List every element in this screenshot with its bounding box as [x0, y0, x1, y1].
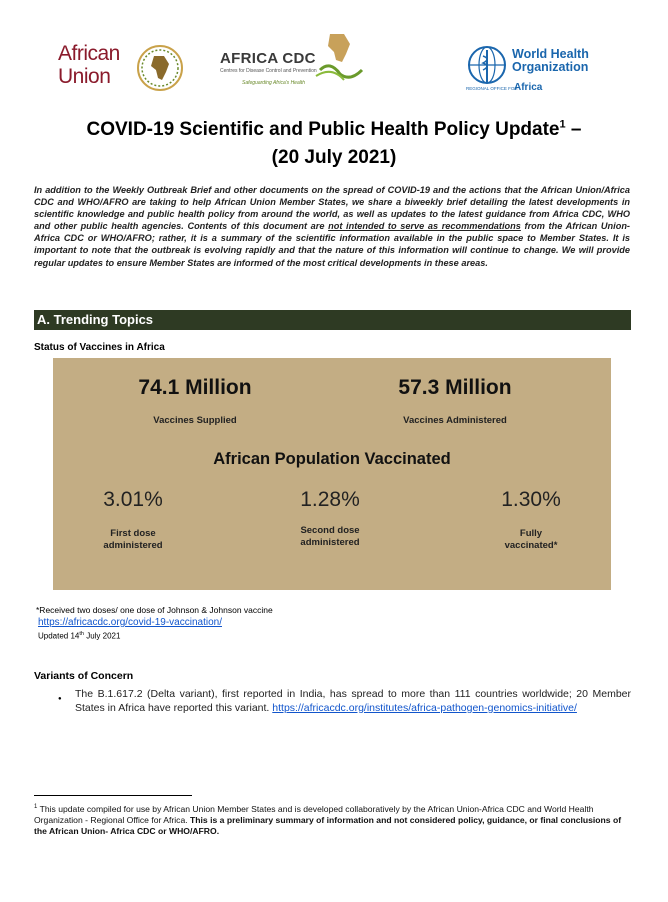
- fully-vaccinated-label-text: Fully vaccinated*: [504, 528, 558, 551]
- fully-vaccinated-value: 1.30%: [501, 488, 561, 511]
- who-emblem-icon: [466, 44, 508, 86]
- intro-underlined-text: not intended to serve as recommendations: [328, 221, 521, 232]
- africa-cdc-wordmark: AFRICA CDC: [220, 50, 316, 67]
- who-logo: [466, 44, 606, 96]
- footnote-reference[interactable]: 1: [559, 118, 566, 131]
- vaccines-supplied-label: Vaccines Supplied: [153, 415, 237, 426]
- vaccine-status-card: [53, 358, 611, 590]
- who-wordmark: World Health Organization: [512, 47, 589, 74]
- title-main: COVID-19 Scientific and Public Health Policy Update: [86, 119, 560, 140]
- variant-bullet-item: [75, 688, 631, 715]
- second-dose-value: 1.28%: [300, 488, 360, 511]
- africa-cdc-tagline: Safeguarding Africa's Health: [242, 80, 306, 86]
- title-line-1: [20, 116, 648, 144]
- who-region-name: Africa: [514, 82, 543, 93]
- second-dose-label-text: Second dose administered: [300, 525, 360, 548]
- footnote-divider: [34, 795, 192, 796]
- intro-text-1: In addition to the Weekly Outbreak Brief and other documents on the spread of COVID-19 and the actions that the African Union/Africa CDC and WHO/AFRO are taking to help African Union Member States, we share a biweekly brief detailing the latest developments in scientific knowledge and public health policy from around the world, as well as updates to the latest guidance from Africa CDC, WHO and other public health agencies. Contents of this document are: [34, 185, 630, 232]
- africa-cdc-logo: [218, 30, 366, 92]
- africa-cdc-emblem-icon: [310, 30, 366, 88]
- intro-paragraph: [34, 184, 630, 269]
- fully-vaccinated-label: [451, 528, 611, 552]
- african-union-wordmark: [58, 42, 138, 88]
- updated-suffix: July 2021: [83, 631, 121, 641]
- footnote: [34, 802, 630, 837]
- population-vaccinated-heading: African Population Vaccinated: [213, 450, 451, 468]
- bullet-icon: ●: [58, 696, 62, 702]
- intro-text-2: from the African Union-Africa CDC or WHO/AFRO; rather, it is a summary of the scientific information available in the public space to Member States. It is important to note that the outbreak is evolving rapidly and that the nature of this information will continue to change. We will provide regular updates to ensure Member States are informed of the most critical developments in these areas.: [34, 221, 630, 268]
- pathogen-genomics-link[interactable]: https://africacdc.org/institutes/africa-pathogen-genomics-initiative/: [272, 701, 577, 714]
- second-dose-label: [250, 525, 410, 549]
- vaccination-link[interactable]: https://africacdc.org/covid-19-vaccination/: [38, 617, 222, 628]
- who-region-label: REGIONAL OFFICE FOR: [466, 86, 518, 91]
- title-dash: –: [565, 119, 582, 140]
- variant-bullet-text: The B.1.617.2 (Delta variant), first reported in India, has spread to more than 111 countries worldwide; 20 Member States in Africa have reported this variant.: [75, 688, 631, 714]
- first-dose-label-text: First dose administered: [103, 528, 163, 551]
- document-title: [20, 116, 648, 172]
- footnote-bold-text: This is a preliminary summary of information and not considered policy, guidance, or final conclusions of the African Union- Africa CDC or WHO/AFRO.: [34, 814, 622, 836]
- footnote-text: This update compiled for use by African Union Member States and is developed collaboratively by the African Union-Africa CDC and World Health Organization - Regional Office for Africa.: [34, 803, 594, 825]
- african-union-logo: [58, 42, 190, 96]
- updated-date: [38, 631, 120, 641]
- vaccine-status-heading: Status of Vaccines in Africa: [34, 342, 165, 353]
- updated-prefix: Updated 14: [38, 631, 80, 641]
- first-dose-label: [53, 528, 213, 552]
- section-heading-trending-topics: A. Trending Topics: [34, 310, 631, 330]
- vaccines-administered-label: Vaccines Administered: [403, 415, 507, 426]
- footnote-marker: 1: [34, 804, 38, 810]
- variants-heading: Variants of Concern: [34, 670, 134, 682]
- vaccine-footnote: *Received two doses/ one dose of Johnson & Johnson vaccine: [36, 605, 273, 615]
- african-union-emblem-icon: [136, 44, 184, 92]
- vaccines-supplied-value: 74.1 Million: [138, 376, 252, 399]
- updated-ordinal: th: [79, 631, 84, 637]
- africa-cdc-subtitle: Centres for Disease Control and Prevention: [220, 68, 317, 74]
- first-dose-value: 3.01%: [103, 488, 163, 511]
- vaccines-administered-value: 57.3 Million: [398, 376, 512, 399]
- au-logo-text: African Union: [58, 42, 120, 88]
- title-line-2: (20 July 2021): [271, 147, 397, 168]
